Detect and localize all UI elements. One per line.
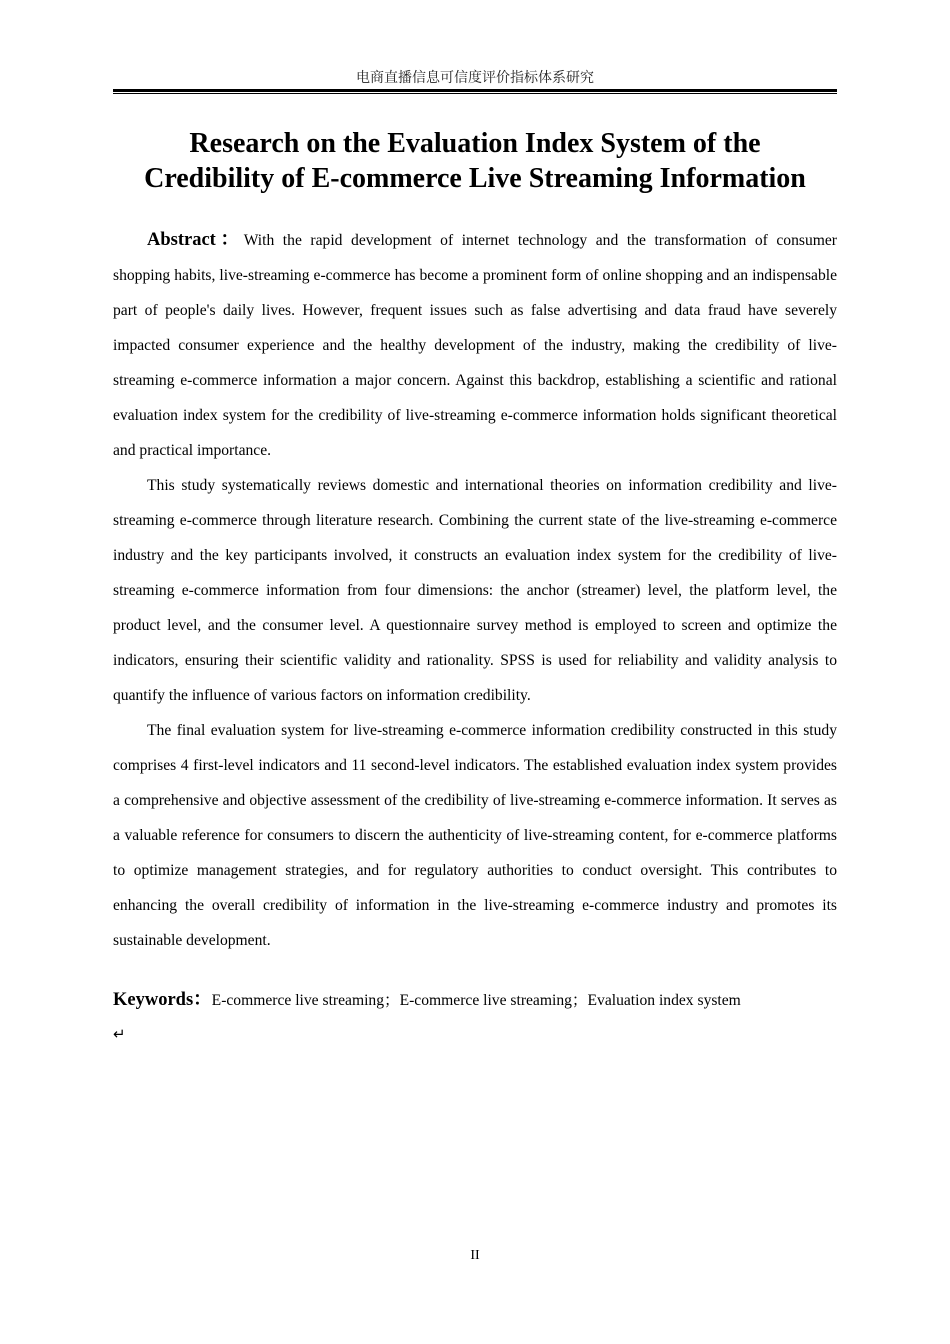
running-header: 电商直播信息可信度评价指标体系研究 [356, 70, 594, 86]
keywords-text: E-commerce live streaming；E-commerce live streaming；Evaluation index system [211, 992, 741, 1009]
abstract-body [113, 223, 837, 958]
abstract-paragraph-3: The final evaluation system for live-streaming e-commerce information credibility constructed in this study comprises 4 first-level indicators and 11 second-level indicators. The established evaluation index system provides a comprehensive and objective assessment of the credibility of live-streaming e-commerce information. It serves as a valuable reference for consumers to discern the authenticity of live-streaming content, for e-commerce platforms to optimize management strategies, and for regulatory authorities to conduct oversight. This contributes to enhancing the overall credibility of information in the live-streaming e-commerce industry and promotes its sustainable development. [113, 722, 837, 949]
page-title [113, 126, 837, 196]
header-rule-thick [113, 89, 837, 92]
page-number: II [470, 1248, 480, 1263]
keywords-line [113, 986, 837, 1015]
abstract-paragraph-1 [113, 223, 837, 468]
abstract-paragraph-2: This study systematically reviews domestic and international theories on information credibility and live-streaming e-commerce through literature research. Combining the current state of the live-streaming e-commerce industry and the key participants involved, it constructs an evaluation index system for the credibility of live-streaming e-commerce information from four dimensions: the anchor (streamer) level, the platform level, the product level, and the consumer level. A questionnaire survey method is employed to screen and optimize the indicators, ensuring their scientific validity and rationality. SPSS is used for reliability and validity analysis to quantify the influence of various factors on information credibility. [113, 477, 837, 704]
abstract-paragraph-1-text: With the rapid development of internet technology and the transformation of consumer shopping habits, live-streaming e-commerce has become a prominent form of online shopping and an indispensable part of people's daily lives. However, frequent issues such as false advertising and data fraud have severely impacted consumer experience and the healthy development of the industry, making the credibility of live-streaming e-commerce information a major concern. Against this backdrop, establishing a scientific and rational evaluation index system for the credibility of live-streaming e-commerce information holds significant theoretical and practical importance. [113, 232, 837, 459]
title-line-1: Research on the Evaluation Index System of the [189, 128, 761, 159]
keywords-label: Keywords： [113, 990, 212, 1010]
abstract-label: Abstract： [147, 230, 244, 250]
title-line-2: Credibility of E-commerce Live Streaming Information [144, 163, 806, 194]
header-rule-thin [113, 93, 837, 94]
paragraph-return-icon: ↵ [113, 1025, 126, 1043]
